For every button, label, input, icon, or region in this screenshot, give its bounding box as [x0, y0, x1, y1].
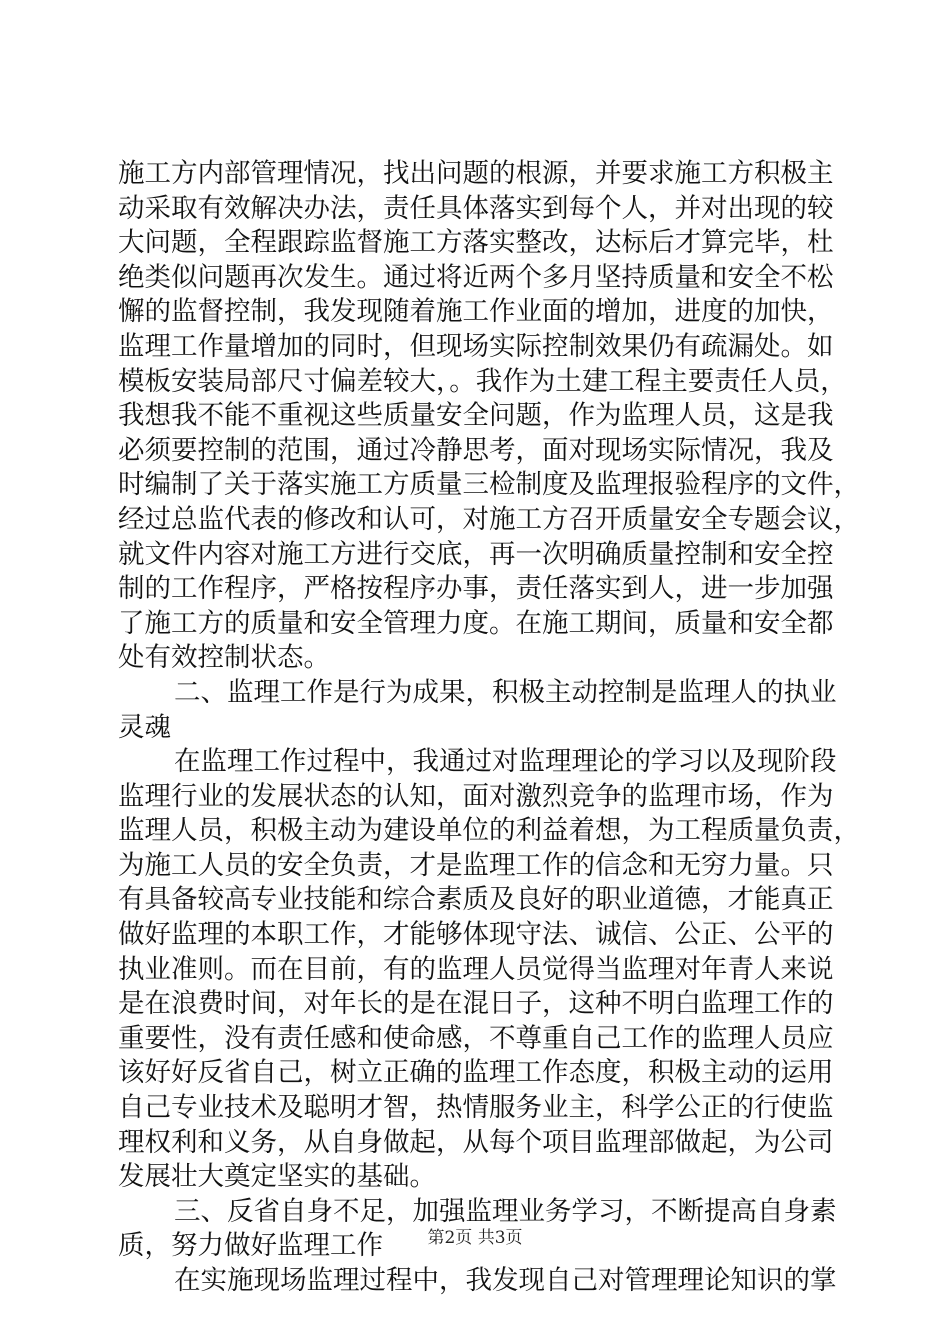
section-heading: 二、监理工作是行为成果，积极主动控制是监理人的执业 [174, 676, 837, 708]
text-line: 发展壮大奠定坚实的基础。 [118, 1161, 436, 1193]
text-line: 监理行业的发展状态的认知，面对激烈竞争的监理市场，作为 [118, 780, 834, 812]
text-line: 重要性，没有责任感和使命感，不尊重自己工作的监理人员应 [118, 1022, 834, 1054]
text-line: 监理人员，积极主动为建设单位的利益着想，为工程质量负责， [118, 815, 860, 847]
text-line: 该好好反省自己，树立正确的监理工作态度，积极主动的运用 [118, 1057, 834, 1089]
text-line: 经过总监代表的修改和认可，对施工方召开质量安全专题会议， [118, 503, 860, 535]
section-heading-continued: 灵魂 [118, 711, 171, 743]
text-line: 有具备较高专业技能和综合素质及良好的职业道德，才能真正 [118, 884, 834, 916]
text-line: 时编制了关于落实施工方质量三检制度及监理报验程序的文件， [118, 469, 860, 501]
text-line: 模板安装局部尺寸偏差较大，。我作为土建工程主要责任人员， [118, 365, 847, 397]
text-line: 懈的监督控制，我发现随着施工作业面的增加，进度的加快， [118, 296, 834, 328]
text-line: 动采取有效解决办法，责任具体落实到每个人，并对出现的较 [118, 192, 834, 224]
text-line: 了施工方的质量和安全管理力度。在施工期间，质量和安全都 [118, 607, 834, 639]
text-line: 处有效控制状态。 [118, 642, 330, 674]
page-number-footer: 第2页 共3页 [427, 1228, 523, 1248]
body-text [118, 157, 860, 1299]
text-line: 理权利和义务，从自身做起，从每个项目监理部做起，为公司 [118, 1126, 834, 1158]
text-line: 执业准则。而在目前，有的监理人员觉得当监理对年青人来说 [118, 953, 834, 985]
text-line: 就文件内容对施工方进行交底，再一次明确质量控制和安全控 [118, 538, 834, 570]
text-line: 必须要控制的范围，通过冷静思考，面对现场实际情况，我及 [118, 434, 834, 466]
text-line: 绝类似问题再次发生。通过将近两个多月坚持质量和安全不松 [118, 261, 834, 293]
text-line: 制的工作程序，严格按程序办事，责任落实到人，进一步加强 [118, 573, 834, 605]
section-heading: 三、反省自身不足，加强监理业务学习，不断提高自身素 [174, 1195, 837, 1227]
text-line: 监理工作量增加的同时，但现场实际控制效果仍有疏漏处。如 [118, 330, 834, 362]
text-line: 是在浪费时间，对年长的是在混日子，这种不明白监理工作的 [118, 988, 834, 1020]
text-line: 在实施现场监理过程中，我发现自己对管理理论知识的掌 [174, 1265, 837, 1296]
text-line: 我想我不能不重视这些质量安全问题，作为监理人员，这是我 [118, 400, 834, 432]
section-heading-continued: 质，努力做好监理工作 [118, 1230, 383, 1262]
text-line: 施工方内部管理情况，找出问题的根源，并要求施工方积极主 [118, 158, 834, 189]
text-line: 大问题，全程跟踪监督施工方落实整改，达标后才算完毕，杜 [118, 227, 834, 259]
text-line: 在监理工作过程中，我通过对监理理论的学习以及现阶段 [174, 746, 837, 778]
text-line: 为施工人员的安全负责，才是监理工作的信念和无穷力量。只 [118, 849, 834, 881]
text-line: 做好监理的本职工作，才能够体现守法、诚信、公正、公平的 [118, 919, 834, 951]
text-line: 自己专业技术及聪明才智，热情服务业主，科学公正的行使监 [118, 1092, 834, 1124]
